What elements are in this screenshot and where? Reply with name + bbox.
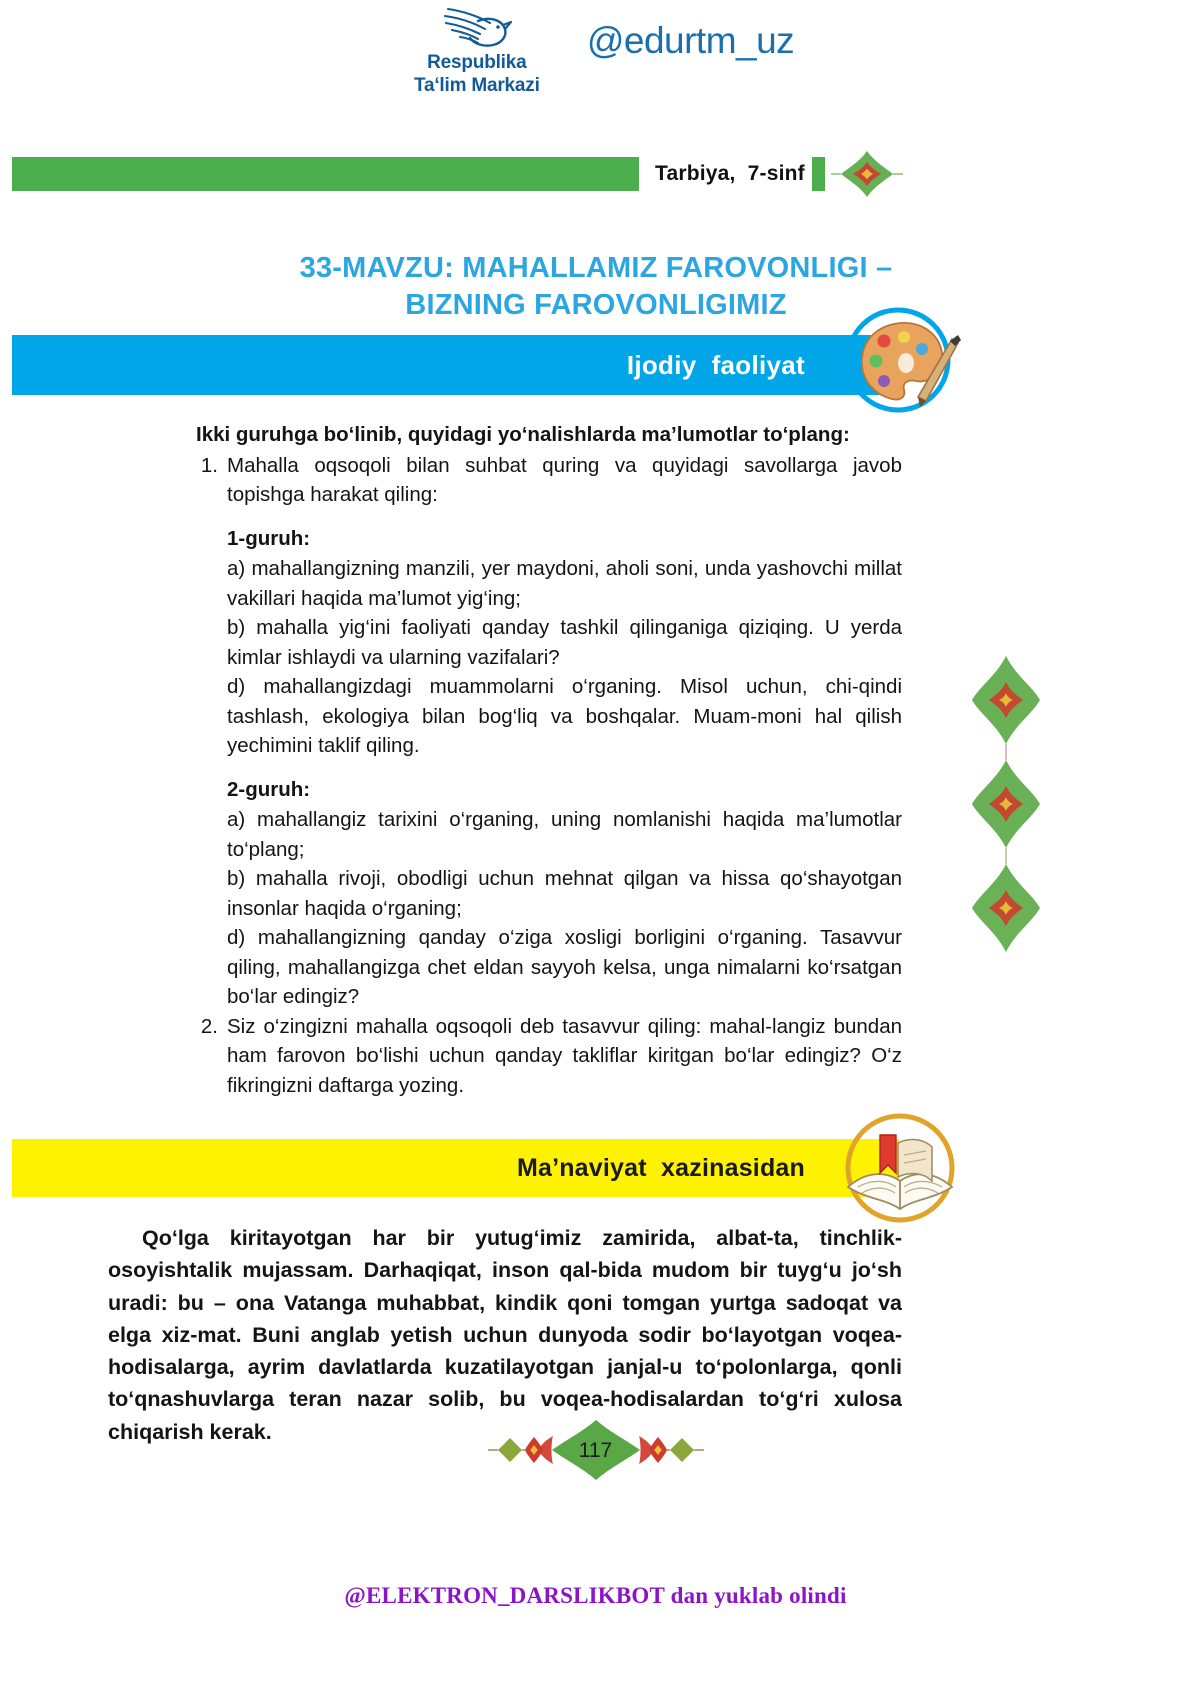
- lead-instruction: Ikki guruhga bo‘linib, quyidagi yo‘nalishlarda ma’lumotlar to‘plang:: [196, 423, 850, 446]
- group-1-item-a: a) mahallangizning manzili, yer maydoni, aholi soni, unda yashovchi millat vakillari haqida ma’lumot yig‘ing;: [227, 557, 902, 610]
- dove-logo-icon: [440, 3, 514, 51]
- group-2-item-d: d) mahallangizning qanday o‘ziga xosligi borligini o‘rganing. Tasavvur qiling, mahallangizga chet eldan sayyoh kelsa, unga nimalarni ko‘rsatgan bo‘lar edingiz?: [227, 926, 902, 1009]
- logo-text: [414, 51, 540, 97]
- paint-palette-icon: [840, 305, 962, 415]
- list-item-number: 1.: [200, 453, 218, 477]
- group-2-item-a: a) mahallangiz tarixini o‘rganing, uning nomlanishi haqida ma’lumotlar to‘plang;: [227, 808, 902, 861]
- subject-label: Tarbiya, 7-sinf: [655, 162, 805, 185]
- side-ornament-icon: [963, 648, 1049, 958]
- page-title-line-2: BIZNING FAROVONLIGIMIZ: [405, 288, 787, 321]
- running-head: [0, 157, 1191, 191]
- ornament-medallion-icon: [486, 1407, 706, 1493]
- channel-header: [0, 0, 1191, 100]
- page-footer: [0, 1400, 1191, 1500]
- group-1-item-b: b) mahalla yig‘ini faoliyati qanday tashkil qilinganiga qiziqing. U yerda kimlar ishlaydi va ularning vazifalari?: [227, 616, 902, 669]
- wisdom-banner: [12, 1139, 899, 1197]
- list-item-text: Siz o‘zingizni mahalla oqsoqoli deb tasavvur qiling: mahal-langiz bundan ham farovon bo‘lishi uchun qanday takliflar kiritgan bo‘lar edingiz? O‘z fikringizni daftarga yozing.: [227, 1014, 902, 1097]
- logo-line-1: Respublika: [427, 51, 527, 73]
- ornament-icon: [824, 148, 910, 200]
- open-book-icon: [836, 1109, 964, 1227]
- list-item-number: 2.: [200, 1014, 218, 1038]
- logo-line-2: Ta‘lim Markazi: [413, 75, 540, 96]
- running-head-bar: [12, 157, 639, 191]
- footer-watermark: @ELEKTRON_DARSLIKBOT dan yuklab olindi: [344, 1583, 847, 1608]
- group-1-heading: 1-guruh:: [227, 526, 311, 550]
- group-2-item-b: b) mahalla rivoji, obodligi uchun mehnat qilgan va hissa qo‘shayotgan insonlar haqida o‘rganing;: [227, 867, 902, 920]
- list-item: [196, 1012, 902, 1101]
- activity-banner: [12, 335, 899, 395]
- group-2-heading: 2-guruh:: [227, 777, 311, 801]
- channel-logo: [397, 3, 557, 97]
- channel-handle: @edurtm_uz: [586, 20, 795, 61]
- list-item: [196, 451, 902, 510]
- list-item-text: Mahalla oqsoqoli bilan suhbat quring va quyidagi savollarga javob topishga harakat qiling:: [227, 453, 902, 507]
- wisdom-banner-label: Ma’naviyat xazinasidan: [516, 1154, 805, 1182]
- page-title-line-1: 33-MAVZU: MAHALLAMIZ FAROVONLIGI –: [299, 252, 893, 284]
- group-1-item-d: d) mahallangizdagi muammolarni o‘rganing. Misol uchun, chi-qindi tashlash, ekologiya bilan bog‘liq va boshqalar. Muam-moni hal qilish yechimini taklif qiling.: [227, 675, 902, 758]
- lesson-body: [196, 420, 902, 1100]
- wisdom-passage-text: Qo‘lga kiritayotgan har bir yutug‘imiz zamirida, albat-ta, tinchlik-osoyishtalik mujassam. Darhaqiqat, inson qal-bida mudom bir tuyg‘u jo‘sh uradi: bu – ona Vatanga muhabbat, kindik qoni tomgan yurtga sadoqat va elga xiz-mat. Buni anglab yetish uchun dunyoda sodir bo‘layotgan voqea-hodisalarga, ayrim davlatlarda kuzatilayotgan janjal-u to‘polonlarga, qonli to‘qnashuvlarga teran nazar solib, bu voqea-hodisalardan to‘g‘ri xulosa chiqarish kerak.: [108, 1226, 902, 1444]
- page-number: 117: [578, 1439, 613, 1462]
- activity-banner-label: Ijodiy faoliyat: [626, 350, 805, 380]
